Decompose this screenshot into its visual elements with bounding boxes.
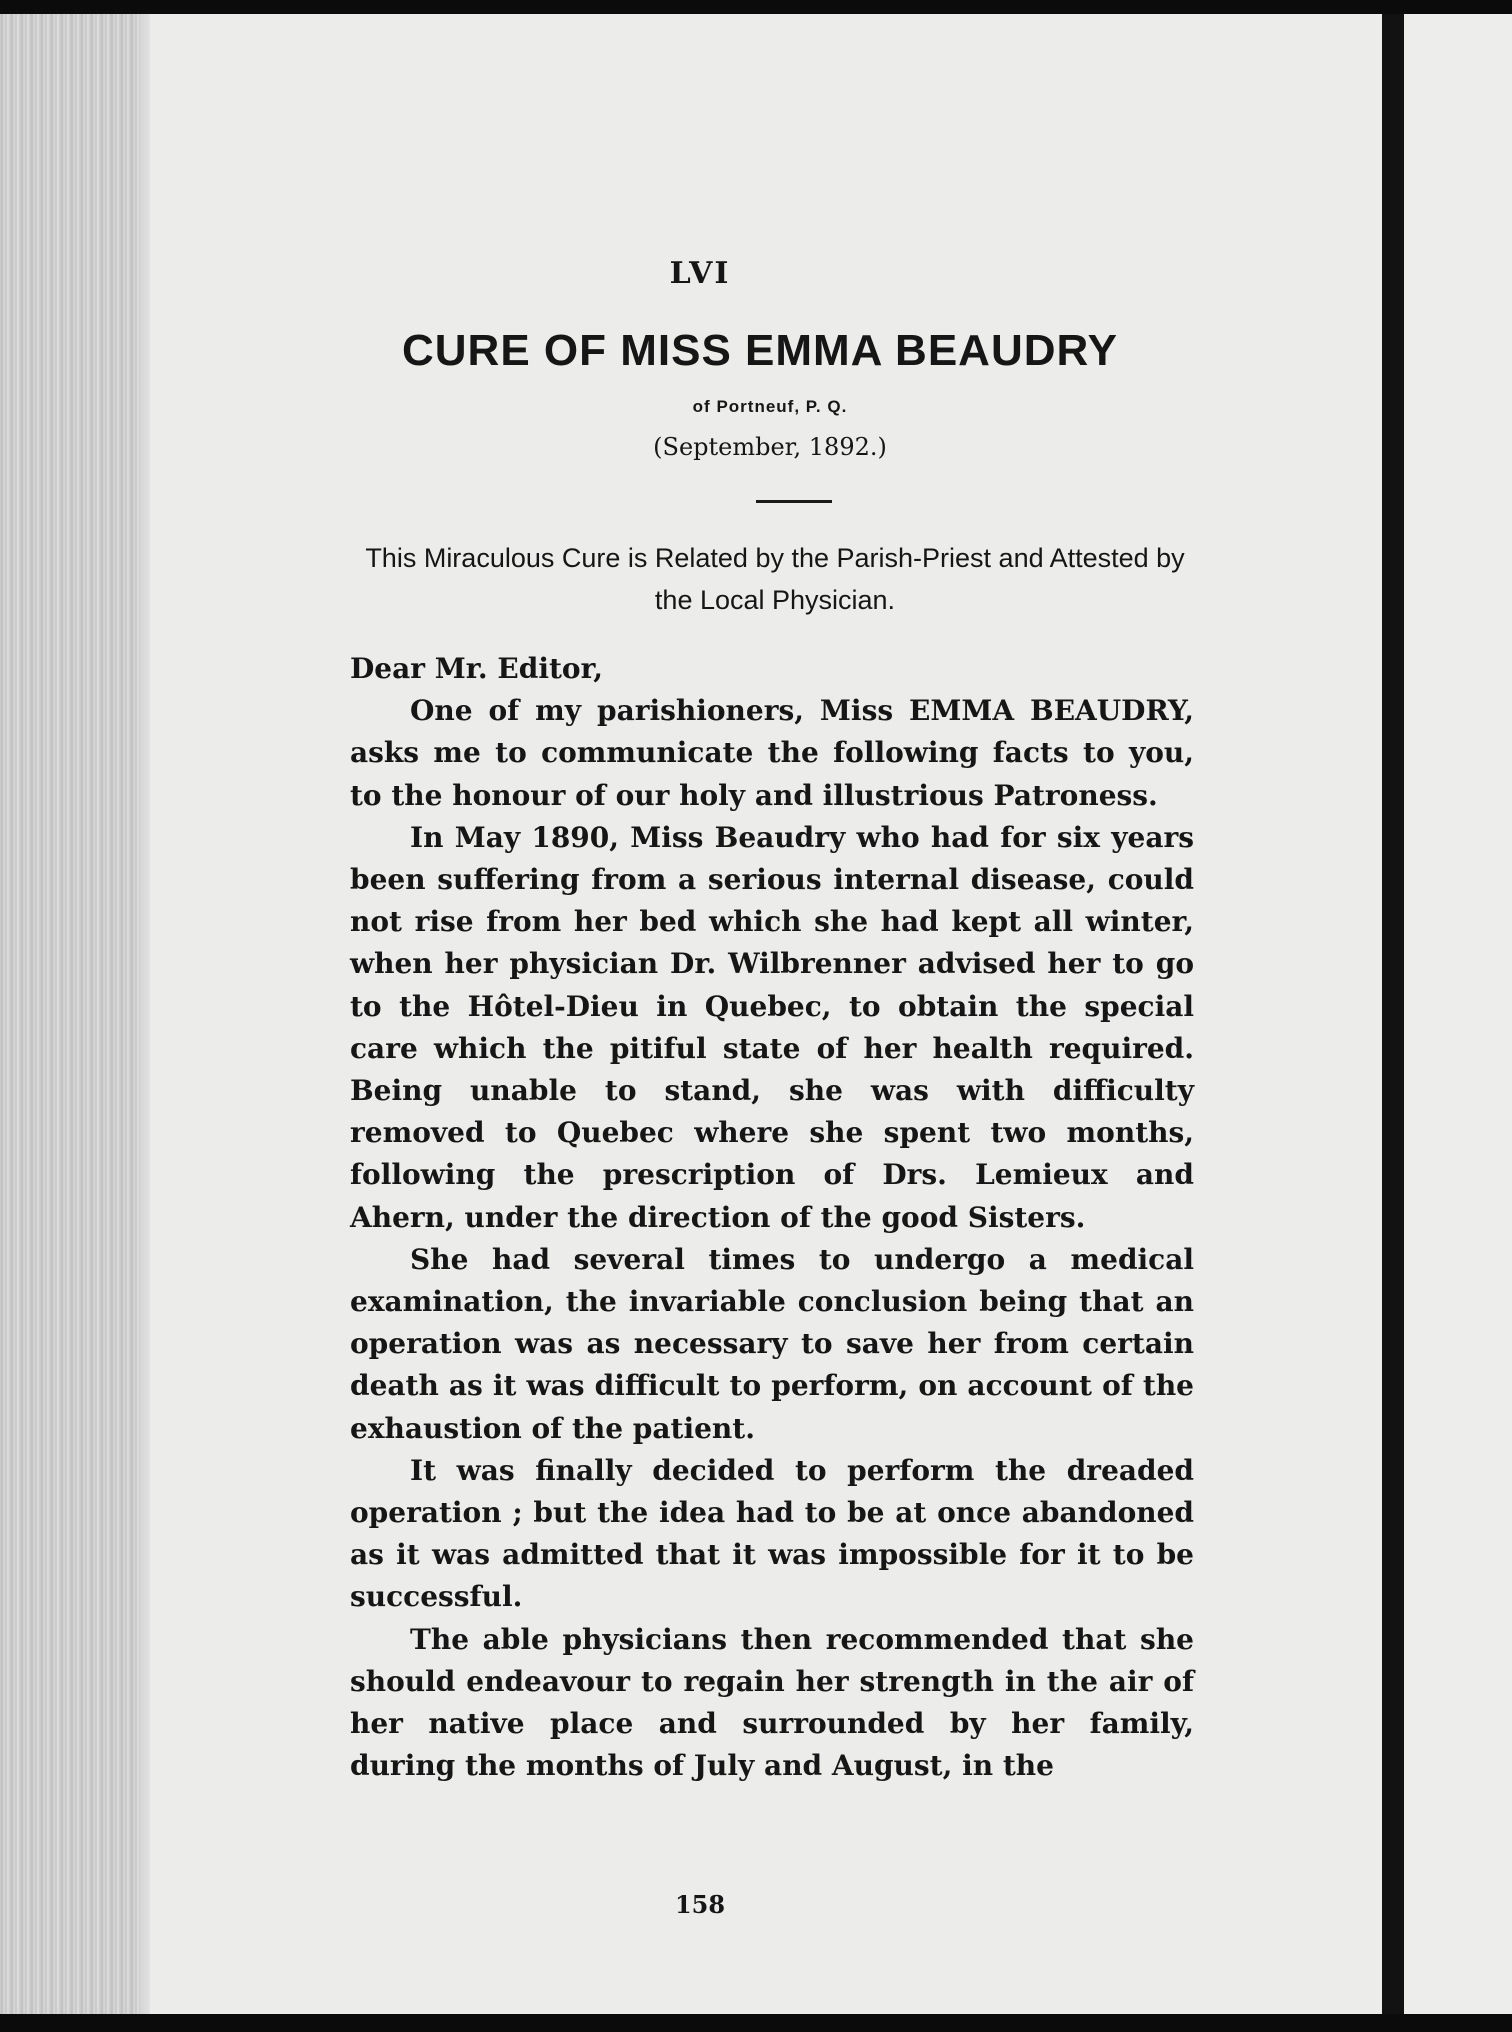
- paragraph: It was finally decided to perform the dreaded operation ; but the idea had to be at once abandoned as it was admitted that it was impossible for it to be successful.: [350, 1453, 1194, 1614]
- page-number: 158: [674, 1890, 726, 1919]
- facing-page: [1404, 14, 1512, 2014]
- book-binding: [1382, 14, 1404, 2014]
- paragraph: The able physicians then recommended that she should endeavour to regain her strength in the air of her native place and surrounded by her family, during the months of July and August, in the: [350, 1622, 1194, 1783]
- scan-frame-top: [0, 0, 1512, 14]
- chapter-subtitle: This Miraculous Cure is Related by the Parish-Priest and Attested by the Local Physician.: [365, 543, 1185, 615]
- place-line: of Portneuf, P. Q.: [692, 397, 848, 416]
- page-edge-stack: [0, 14, 160, 2014]
- paragraph: One of my parishioners, Miss EMMA BEAUDRY, asks me to communicate the following facts to you, to the honour of our holy and illustrious Patroness.: [350, 694, 1194, 812]
- section-divider: [756, 500, 832, 503]
- scan-frame-bottom: [0, 2014, 1512, 2032]
- chapter-number: LVI: [669, 256, 731, 291]
- paragraph: In May 1890, Miss Beaudry who had for six years been suffering from a serious internal disease, could not rise from her bed which she had kept all winter, when her physician Dr. Wilbrenner advised her to go to the Hôtel-Dieu in Quebec, to obtain the special care which the pitiful state of her health required. Being unable to stand, she was with difficulty removed to Quebec where she spent two months, following the prescription of Drs. Lemieux and Ahern, under the direction of the good Sisters.: [350, 820, 1194, 1234]
- date-line: (September, 1892.): [653, 433, 887, 461]
- letter-body: [350, 648, 1194, 1787]
- paragraph: She had several times to undergo a medical examination, the invariable conclusion being that an operation was as necessary to save her from certain death as it was difficult to perform, on account of the exhaustion of the patient.: [350, 1242, 1194, 1445]
- chapter-title: CURE OF MISS EMMA BEAUDRY: [402, 326, 1118, 375]
- salutation: Dear Mr. Editor,: [350, 652, 604, 685]
